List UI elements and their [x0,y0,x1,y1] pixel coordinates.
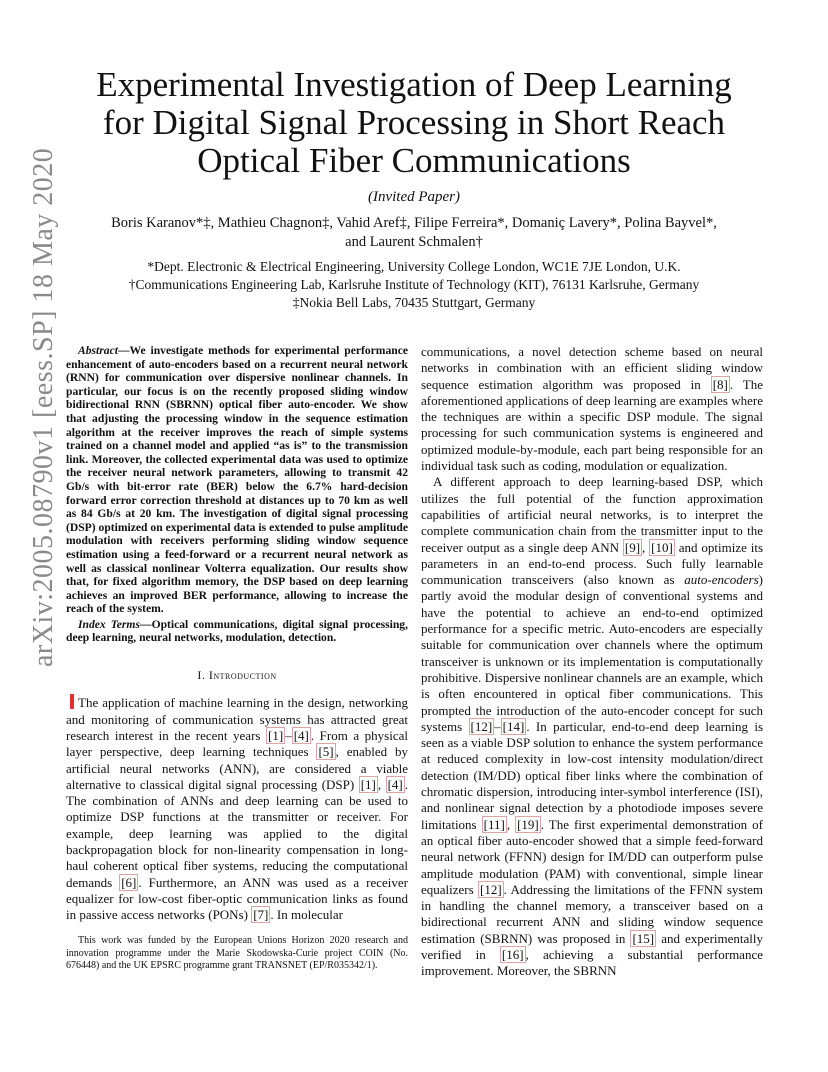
citation-link[interactable]: [5] [318,744,334,760]
abstract-text: —We investigate methods for experimental performance enhancement of auto-encoders based on a recurrent neural network (RNN) for communication over dispersive nonlinear channels. In particular, our focus is on the recently proposed sliding window bidirectional RNN (SBRNN) optical fiber auto-encoder. We show that adjusting the processing window in the sequence estimation algorithm at the receiver improves the reach of simple systems trained on a channel model and applied “as is” to the transmission link. Moreover, the collected experimental data was used to optimize the receiver neural network parameters, allowing to transmit 42 Gb/s with bit-error rate (BER) below the 6.7% hard-decision forward error correction threshold at distances up to 70 km as well as 84 Gb/s at 20 km. The investigation of digital signal processing (DSP) optimized on experimental data is extended to pulse amplitude modulation with receivers performing sliding window sequence estimation using a feed-forward or a recurrent neural network as well as classical nonlinear Volterra equalization. Our results show that, for fixed algorithm memory, the DSP based on deep learning achieves an improved BER performance, allowing to increase the reach of the system. [66,344,408,616]
citation-link[interactable]: [9] [624,539,641,555]
authors-line-1: Boris Karanov*‡, Mathieu Chagnon‡, Vahid Aref‡, Filipe Ferreira*, Domaniç Lavery*, Polina Bayvel*, [111,215,717,231]
index-terms-label: Index Terms [78,617,140,631]
rc-text: , [506,816,516,832]
intro-text-6: . The combination of ANNs and deep learning can be used to optimize DSP functions at the transmitter or receiver. For example, deep learning was applied to the digital backpropagation block for non-linearity compensation in long-haul coherent optical fiber systems, reducing the computational demands [66,776,409,890]
authors-line-2: and Laurent Schmalen† [345,234,483,250]
citation-link[interactable]: [7] [253,907,269,923]
rc-text: communications, a novel detection scheme based on neural networks in combination with an efficient sliding window sequence estimation algorithm was proposed in [421,344,763,392]
rc-emphasis: auto-encoders [684,572,759,588]
section-heading-introduction [66,667,408,683]
citation-link[interactable]: [6] [121,874,137,890]
affiliations [80,258,748,312]
intro-text-7: . Furthermore, an ANN was used as a receiver equalizer for low-cost fiber-optic communication links as found in passive access networks (PONs) [66,874,408,923]
section-title: Introduction [208,668,277,683]
citation-link[interactable]: [4] [387,776,403,792]
rc-text: and experimentally verified in [421,930,763,962]
citation-link[interactable]: [1] [268,727,284,743]
abstract-label: Abstract [78,344,118,357]
right-paragraph-2 [421,474,763,979]
rc-text: A different approach to deep learning-based DSP, which utilizes the full potential of the function approximation capabilities of artificial neural networks, is to interpret the complete communication chain from the transmitter input to the receiver output as a single deep ANN [421,474,763,555]
citation-link[interactable]: [11] [483,816,505,832]
rc-text: , [642,539,650,555]
intro-text-8: . In molecular [270,907,343,923]
intro-text-5: , [377,776,386,792]
paper-title: Experimental Investigation of Deep Learning for Digital Signal Processing in Short Reach Optical Fiber Communications [96,65,732,180]
author-list [88,214,740,252]
citation-link[interactable]: [4] [293,727,309,743]
citation-link[interactable]: [1] [360,776,376,792]
rc-text: – [494,718,501,734]
citation-link[interactable]: [19] [517,816,539,832]
affiliation-nokia: ‡Nokia Bell Labs, 70435 Stuttgart, Germany [292,295,536,310]
intro-text-2: – [285,727,292,743]
citation-link[interactable]: [15] [632,930,655,946]
index-terms-text: —Optical communications, digital signal processing, deep learning, neural networks, modulation, detection. [66,617,408,645]
rc-text: and optimize its parameters in an end-to-end process. Such fully learnable communication transceivers (also known as [421,539,764,588]
rc-text: ) partly avoid the modular design of conventional systems and have the potential to achieve an end-to-end optimized performance for a specific metric. Auto-encoders are especially suitable for communication over channels where the optimum transceiver is unknown or its implementation is computationally prohibitive. Dispersive nonlinear channels are an example, which is often encountered in optical fiber communications. This prompted the introduction of the auto-encoder concept for such systems [421,572,763,734]
intro-text-1: The application of machine learning in the design, networking and monitoring of communication systems has attracted great research interest in the recent years [66,695,408,743]
index-terms [66,618,408,645]
intro-text-3: . From a physical layer perspective, deep learning techniques [66,727,409,760]
right-column [421,344,763,980]
affiliation-ucl: *Dept. Electronic & Electrical Engineering, University College London, WC1E 7JE London, U.K. [147,259,681,274]
intro-text-4: , enabled by artificial neural networks (ANN), are considered a viable alternative to classical digital signal processing (DSP) [66,744,408,792]
intro-paragraph [66,694,408,923]
invited-paper-note: (Invited Paper) [367,189,461,205]
citation-link[interactable]: [14] [502,718,525,734]
rc-text: . The first experimental demonstration of an optical fiber auto-encoder showed that a simple feed-forward neural network (FFNN) design for IM/DD can outperform pulse amplitude modulation (PAM) with conventional, simple linear equalizers [421,816,764,897]
rc-text: , achieving a substantial performance improvement. Moreover, the SBRNN [421,946,763,979]
right-paragraph-1 [421,344,763,474]
affiliation-kit: †Communications Engineering Lab, Karlsruhe Institute of Technology (KIT), 76131 Karlsruhe, Germany [128,277,700,292]
left-column [66,344,408,924]
citation-link[interactable]: [12] [470,718,493,734]
rc-text: . In particular, end-to-end deep learning is seen as a viable DSP solution to enhance the system performance at reduced complexity in low-cost intensity modulation/direct detection (IM/DD) optical fiber links where the combination of chromatic dispersion, introducing inter-symbol interference (ISI), and nonlinear signal detection by a photodiode imposes severe limitations [421,718,763,832]
funding-footnote: This work was funded by the European Unions Horizon 2020 research and innovation programme under the Marie Skodowska-Curie project COIN (No. 676448) and the UK EPSRC programme grant TRANSNET (EP/R035342/1). [66,935,408,972]
citation-link[interactable]: [12] [479,881,502,897]
citation-link[interactable]: [8] [712,376,728,392]
rc-text: . Addressing the limitations of the FFNN system in handling the channel memory, a transceiver based on a bidirectional recurrent ANN and sliding window sequence estimation (SBRNN) was proposed in [421,881,763,946]
arxiv-identifier: arXiv:2005.08790v1 [eess.SP] 18 May 2020 [28,147,59,667]
text-cursor-marker [70,694,74,709]
section-numeral: I. [197,668,209,683]
abstract [66,344,408,616]
rc-text: . The aforementioned applications of deep learning are examples where the techniques are within a specific DSP module. The signal processing for such communication systems is engineered and optimized module-by-module, each part being responsible for an individual task such as coding, modulation or equalization. [421,376,763,474]
citation-link[interactable]: [10] [651,539,673,555]
citation-link[interactable]: [16] [501,946,524,962]
